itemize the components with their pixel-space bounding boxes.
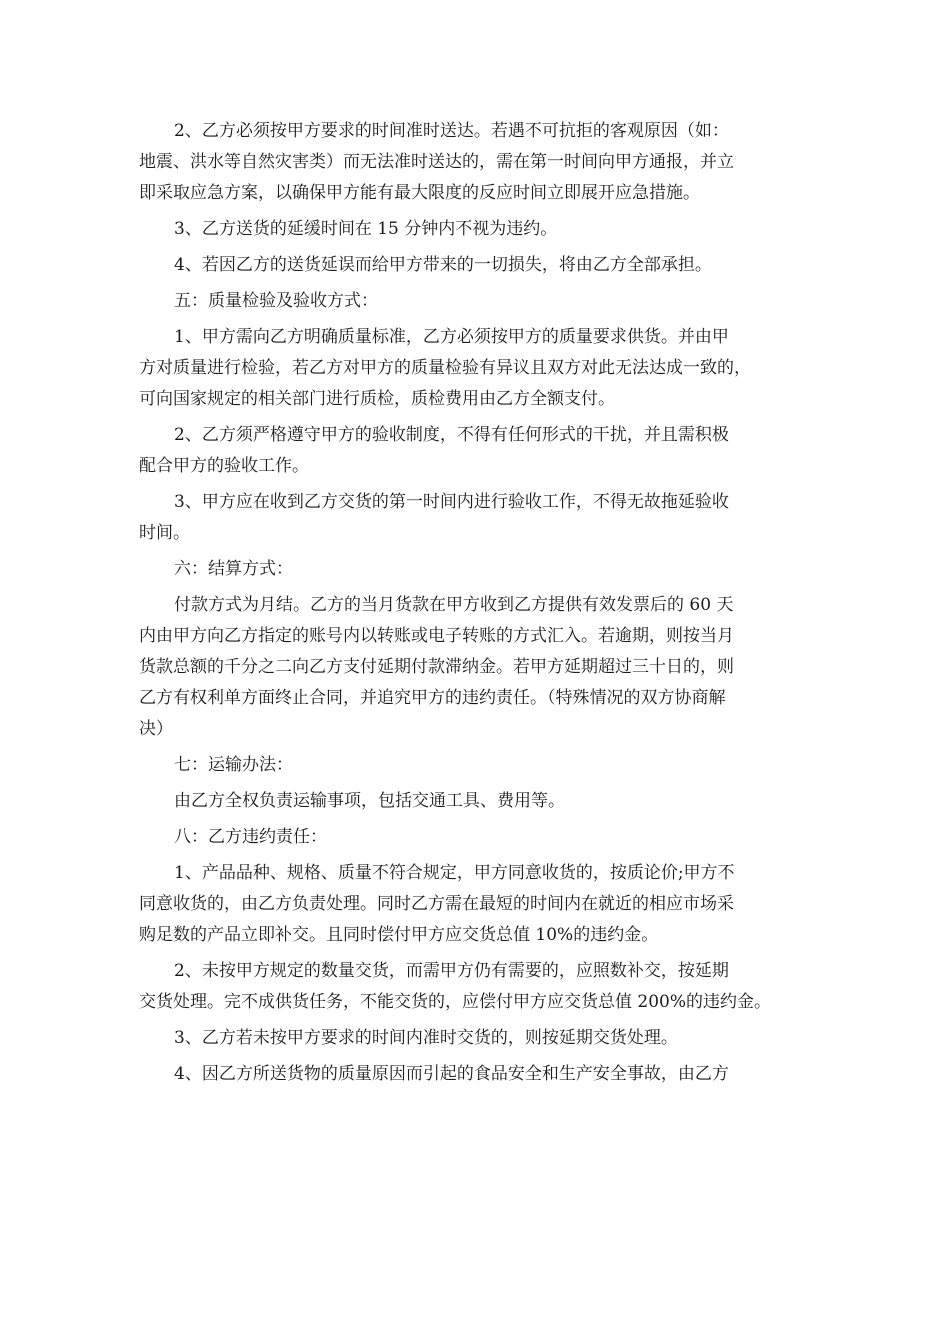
text-line: 七：运输办法： xyxy=(174,755,293,775)
contract-body-text xyxy=(139,116,830,1090)
text-line: 八：乙方违约责任： xyxy=(174,827,327,847)
text-line: 2、未按甲方规定的数量交货，而需甲方仍有需要的，应照数补交，按延期 xyxy=(174,961,729,981)
paragraph xyxy=(139,420,830,482)
paragraph xyxy=(139,822,830,853)
paragraph xyxy=(139,956,830,1018)
text-line: 五：质量检验及验收方式： xyxy=(174,291,378,311)
paragraph xyxy=(139,116,830,209)
paragraph xyxy=(139,554,830,585)
text-line: 时间。 xyxy=(139,523,190,543)
text-line: 付款方式为月结。乙方的当月货款在甲方收到乙方提供有效发票后的 60 天 xyxy=(174,595,734,615)
text-line: 由乙方全权负责运输事项，包括交通工具、费用等。 xyxy=(174,791,565,811)
paragraph xyxy=(139,214,830,245)
text-line: 六：结算方式： xyxy=(174,559,293,579)
text-line: 内由甲方向乙方指定的账号内以转账或电子转账的方式汇入。若逾期，则按当月 xyxy=(139,626,734,646)
text-line: 即采取应急方案，以确保甲方能有最大限度的反应时间立即展开应急措施。 xyxy=(139,183,700,203)
text-line: 2、乙方必须按甲方要求的时间准时送达。若遇不可抗拒的客观原因（如： xyxy=(174,121,729,141)
text-line: 地震、洪水等自然灾害类）而无法准时送达的，需在第一时间向甲方通报，并立 xyxy=(139,152,734,172)
text-line: 货款总额的千分之二向乙方支付延期付款滞纳金。若甲方延期超过三十日的，则 xyxy=(139,657,734,677)
text-line: 方对质量进行检验，若乙方对甲方的质量检验有异议且双方对此无法达成一致的， xyxy=(139,358,751,378)
text-line: 决） xyxy=(139,719,173,739)
text-line: 可向国家规定的相关部门进行质检，质检费用由乙方全额支付。 xyxy=(139,389,615,409)
text-line: 配合甲方的验收工作。 xyxy=(139,456,309,476)
paragraph xyxy=(139,786,830,817)
paragraph xyxy=(139,1059,830,1090)
text-line: 1、产品品种、规格、质量不符合规定，甲方同意收货的，按质论价;甲方不 xyxy=(174,863,735,883)
text-line: 乙方有权利单方面终止合同，并追究甲方的违约责任。（特殊情况的双方协商解 xyxy=(139,688,726,708)
paragraph xyxy=(139,590,830,745)
text-line: 交货处理。完不成供货任务，不能交货的，应偿付甲方应交货总值 200%的违约金。 xyxy=(139,992,772,1012)
paragraph xyxy=(139,750,830,781)
text-line: 3、甲方应在收到乙方交货的第一时间内进行验收工作，不得无故拖延验收 xyxy=(174,492,729,512)
text-line: 同意收货的，由乙方负责处理。同时乙方需在最短的时间内在就近的相应市场采 xyxy=(139,894,734,914)
text-line: 3、乙方若未按甲方要求的时间内准时交货的，则按延期交货处理。 xyxy=(174,1028,678,1048)
paragraph xyxy=(139,286,830,317)
paragraph xyxy=(139,322,830,415)
text-line: 购足数的产品立即补交。且同时偿付甲方应交货总值 10%的违约金。 xyxy=(139,925,659,945)
text-line: 4、因乙方所送货物的质量原因而引起的食品安全和生产安全事故，由乙方 xyxy=(174,1064,729,1084)
paragraph xyxy=(139,858,830,951)
text-line: 3、乙方送货的延缓时间在 15 分钟内不视为违约。 xyxy=(174,219,558,239)
text-line: 4、若因乙方的送货延误而给甲方带来的一切损失，将由乙方全部承担。 xyxy=(174,255,712,275)
paragraph xyxy=(139,487,830,549)
text-line: 1、甲方需向乙方明确质量标准，乙方必须按甲方的质量要求供货。并由甲 xyxy=(174,327,729,347)
paragraph xyxy=(139,250,830,281)
text-line: 2、乙方须严格遵守甲方的验收制度，不得有任何形式的干扰，并且需积极 xyxy=(174,425,729,445)
paragraph xyxy=(139,1023,830,1054)
